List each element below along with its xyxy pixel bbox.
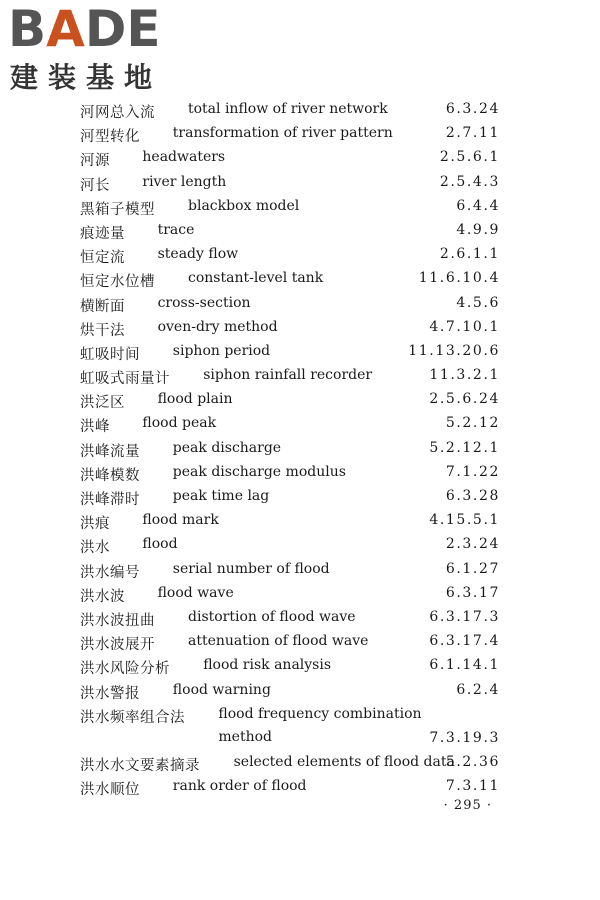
entry-reference-number: 11.6.10.4 [418, 270, 500, 287]
entry-english-text: flood [142, 536, 178, 553]
entry-term: 洪水顺位 [80, 781, 140, 798]
entry-term: 洪水波 [80, 588, 125, 605]
entry-english-text: siphon period [172, 342, 271, 359]
entry-reference-number: 6.3.17 [445, 584, 500, 601]
entry-english-text: transformation of river pattern [172, 125, 393, 142]
entry-reference-number: 4.7.10.1 [429, 318, 500, 335]
entry-english-text: selected elements of flood data [233, 753, 455, 770]
entry-term: 虹吸时间 [80, 346, 140, 363]
entry-english [173, 488, 269, 504]
entry-english [158, 246, 239, 262]
entry-reference-number: 4.5.6 [456, 294, 500, 311]
entry-term: 虹吸式雨量计 [80, 371, 170, 388]
entry-term: 洪水警报 [80, 685, 140, 702]
entry-term: 洪水波展开 [80, 637, 155, 654]
entry-english-text: flood warning [172, 681, 271, 698]
entry-reference-number: 4.9.9 [456, 221, 500, 238]
glossary-entry [0, 582, 600, 606]
entry-reference-number: 5.2.12 [445, 415, 500, 432]
entry-reference-number: 11.3.2.1 [429, 367, 500, 384]
entry-english-text: serial number of flood [172, 560, 330, 577]
glossary-entry [0, 461, 600, 485]
entry-reference-number: 2.3.24 [445, 536, 500, 553]
entry-english [142, 174, 226, 190]
glossary-entry [0, 775, 600, 799]
entry-english-text: cross-section [157, 294, 251, 311]
entry-english [142, 149, 225, 165]
glossary-entry [0, 606, 600, 630]
entry-english [188, 609, 356, 625]
entry-reference-number: 2.5.4.3 [439, 173, 500, 190]
entry-reference-number: 6.3.28 [445, 488, 500, 504]
glossary-entry [0, 703, 600, 751]
entry-english [173, 440, 281, 456]
entry-english [203, 657, 331, 673]
entry-english [173, 343, 270, 359]
entry-english [188, 270, 323, 286]
glossary-entry [0, 437, 600, 461]
entry-english-text: flood peak [142, 415, 217, 432]
entry-reference-number: 6.1.14.1 [429, 657, 500, 674]
glossary-entry [0, 267, 600, 291]
entry-term: 恒定流 [80, 250, 125, 267]
entry-english-text: blackbox model [188, 197, 300, 214]
entry-term: 横断面 [80, 298, 125, 315]
logo-wordmark [8, 0, 161, 58]
entry-term: 河型转化 [80, 129, 140, 146]
glossary-entry [0, 219, 600, 243]
entry-english-text: attenuation of flood wave [188, 633, 369, 650]
glossary-entry-list [0, 98, 600, 799]
entry-english-text: peak discharge [172, 439, 282, 456]
logo-letter-b: B [8, 0, 47, 58]
glossary-entry [0, 751, 600, 775]
entry-reference-number: 2.7.11 [445, 125, 500, 142]
entry-english [142, 415, 216, 431]
entry-english [203, 367, 372, 383]
entry-reference-number: 2.5.6.1 [439, 149, 500, 166]
glossary-entry [0, 171, 600, 195]
glossary-entry [0, 533, 600, 557]
entry-term: 洪泛区 [80, 395, 125, 412]
entry-english [158, 295, 251, 311]
logo-subtitle: 建装基地 [10, 61, 163, 94]
entry-english [173, 682, 271, 698]
bade-logo [8, 0, 188, 96]
glossary-entry [0, 146, 600, 170]
entry-english-text: flood mark [142, 512, 219, 529]
entry-reference-number: 2.6.1.1 [439, 246, 500, 263]
entry-reference-number: 6.3.24 [445, 101, 500, 117]
entry-term: 恒定水位槽 [80, 274, 155, 291]
entry-english-text: flood risk analysis [203, 657, 332, 674]
entry-english-text: trace [157, 221, 195, 238]
entry-english-text: flood wave [157, 584, 234, 601]
glossary-entry [0, 292, 600, 316]
entry-english-text: distortion of flood wave [188, 608, 356, 625]
entry-english [142, 512, 218, 528]
glossary-entry [0, 243, 600, 267]
entry-term: 河源 [80, 153, 110, 170]
glossary-entry [0, 340, 600, 364]
entry-term: 黑箱子模型 [80, 201, 155, 218]
entry-english-text: flood frequency combination [218, 705, 422, 722]
entry-english [234, 754, 455, 770]
entry-term: 洪峰模数 [80, 467, 140, 484]
entry-english [158, 319, 278, 335]
entry-reference-number: 6.1.27 [445, 560, 500, 577]
entry-english [158, 585, 234, 601]
entry-english-text: siphon rainfall recorder [203, 367, 373, 384]
glossary-entry [0, 412, 600, 436]
entry-english-text: oven-dry method [157, 318, 278, 335]
logo-letters-de: DE [84, 0, 161, 58]
glossary-entry [0, 485, 600, 509]
entry-english [158, 222, 195, 238]
entry-term: 河网总入流 [80, 105, 155, 121]
entry-reference-number: 6.2.4 [456, 681, 500, 698]
entry-english [173, 125, 393, 141]
entry-english [173, 464, 346, 480]
entry-english [173, 778, 307, 794]
page-number: · 295 · [443, 798, 492, 813]
entry-english [188, 101, 388, 117]
entry-reference-number: 11.13.20.6 [408, 342, 500, 359]
entry-reference-number: 2.5.6.24 [429, 391, 500, 408]
entry-term: 洪水 [80, 540, 110, 557]
entry-reference-number: 4.15.5.1 [429, 512, 500, 529]
entry-term: 洪水编号 [80, 564, 140, 581]
entry-english [142, 536, 177, 552]
glossary-entry [0, 630, 600, 654]
logo-letter-a: A [46, 0, 85, 58]
glossary-entry [0, 98, 600, 122]
entry-english-text: flood plain [157, 391, 233, 408]
entry-english [158, 391, 233, 407]
entry-english-text: total inflow of river network [188, 101, 388, 117]
entry-english-text: steady flow [157, 246, 239, 263]
entry-term: 洪水风险分析 [80, 661, 170, 678]
entry-term: 烘干法 [80, 322, 125, 339]
entry-english-text: peak time lag [172, 488, 270, 504]
entry-english [188, 633, 368, 649]
glossary-entry [0, 558, 600, 582]
entry-term: 洪水波扭曲 [80, 612, 155, 629]
entry-term: 洪水水文要素摘录 [80, 757, 200, 774]
entry-reference-number: 5.2.36 [445, 753, 500, 770]
glossary-entry [0, 388, 600, 412]
entry-english-text: peak discharge modulus [172, 463, 346, 480]
glossary-entry [0, 195, 600, 219]
entry-term: 洪痕 [80, 516, 110, 533]
entry-term: 痕迹量 [80, 225, 125, 242]
glossary-entry [0, 509, 600, 533]
entry-english-text: river length [142, 173, 227, 190]
entry-reference-number: 6.3.17.3 [429, 608, 500, 625]
entry-reference-number: 5.2.12.1 [429, 439, 500, 456]
glossary-entry [0, 654, 600, 678]
entry-english [218, 706, 421, 745]
glossary-entry [0, 364, 600, 388]
glossary-entry [0, 679, 600, 703]
entry-term: 洪峰流量 [80, 443, 140, 460]
glossary-entry [0, 316, 600, 340]
entry-english-continuation: method [218, 728, 272, 745]
entry-reference-number: 7.1.22 [445, 463, 500, 480]
glossary-entry [0, 122, 600, 146]
entry-english-text: rank order of flood [172, 777, 307, 794]
entry-term: 洪峰 [80, 419, 110, 436]
entry-english [173, 561, 330, 577]
entry-term: 洪水频率组合法 [80, 709, 185, 726]
entry-reference-number: 6.3.17.4 [429, 633, 500, 650]
entry-english-text: constant-level tank [188, 270, 324, 287]
entry-english-text: headwaters [142, 149, 226, 166]
entry-term: 河长 [80, 177, 110, 194]
entry-reference-number: 7.3.19.3 [429, 729, 500, 746]
entry-english [188, 198, 299, 214]
entry-reference-number: 6.4.4 [456, 197, 500, 214]
entry-reference-number: 7.3.11 [445, 777, 500, 794]
entry-term: 洪峰滞时 [80, 492, 140, 508]
